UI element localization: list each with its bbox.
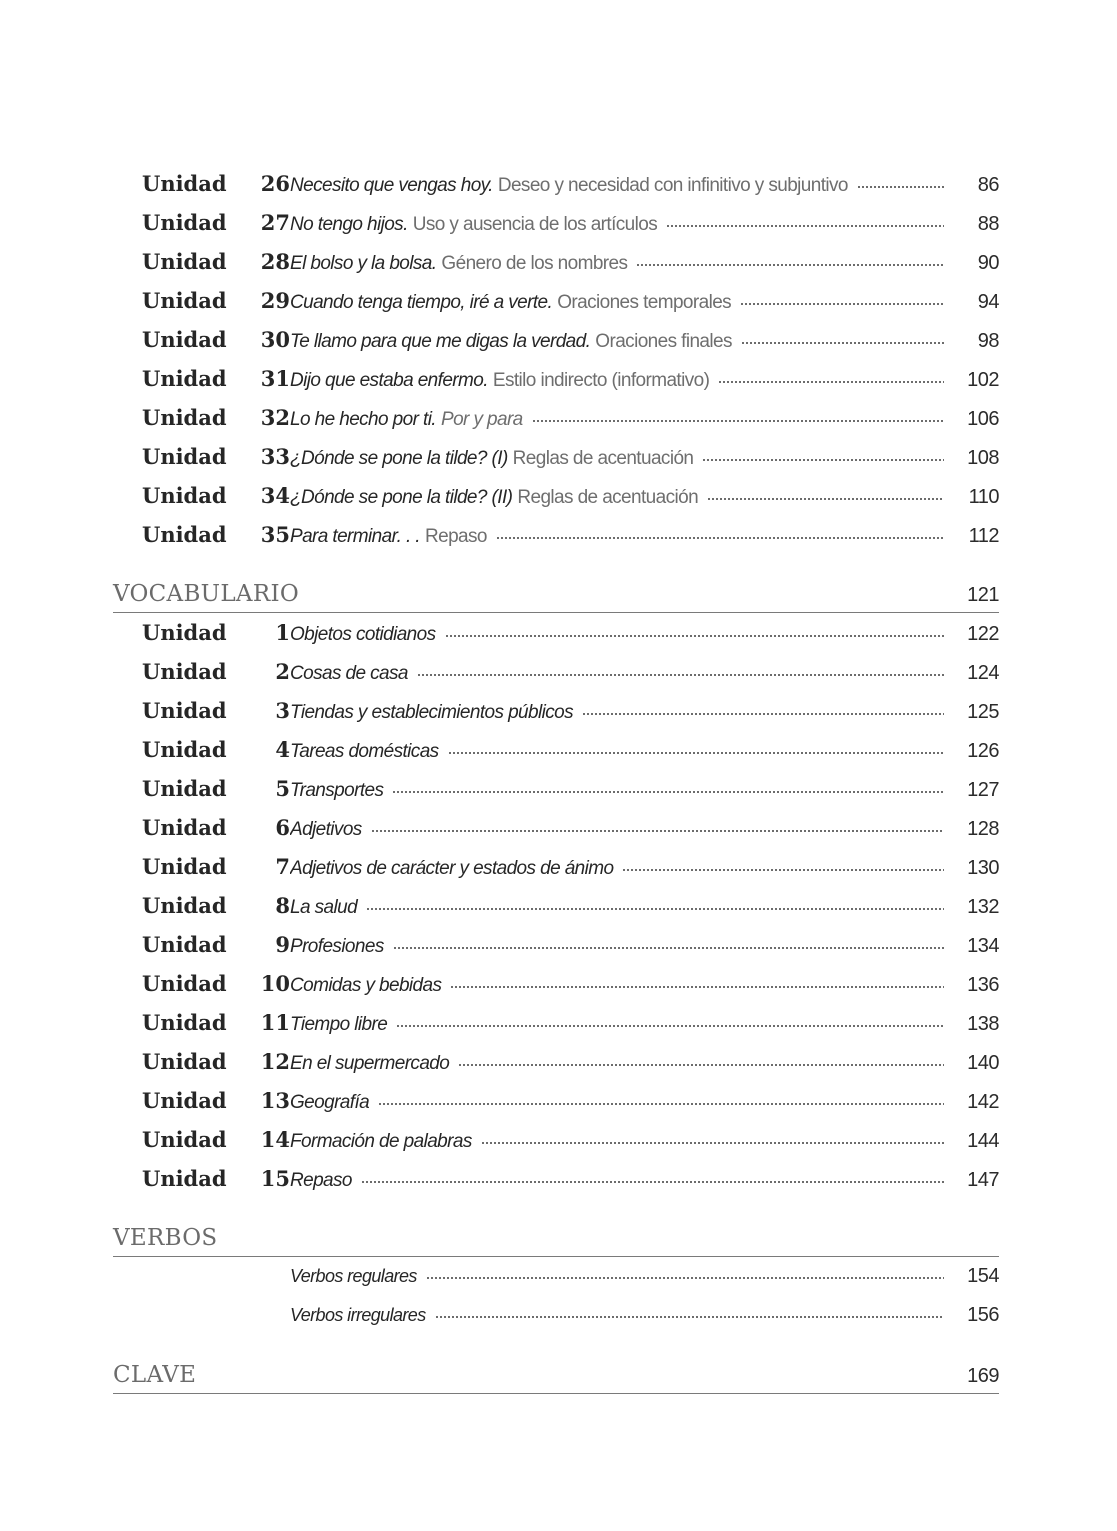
entry-text (290, 361, 951, 400)
unit-word: Unidad (142, 893, 227, 918)
unit-word: Unidad (142, 659, 227, 684)
dot-leader (740, 290, 944, 310)
page-number: 90 (977, 252, 999, 274)
dot-leader (532, 407, 944, 427)
entry-text (290, 888, 951, 927)
toc-row-vocabulary-unit[interactable] (113, 1003, 999, 1042)
unit-number: 30 (260, 327, 290, 352)
entry-text (290, 322, 951, 361)
toc-row-grammar-unit[interactable] (113, 281, 999, 320)
toc-row-vocabulary-unit[interactable] (113, 730, 999, 769)
dot-leader (445, 622, 944, 642)
page-number: 125 (967, 701, 999, 723)
dot-leader (448, 739, 944, 759)
unit-number: 32 (260, 405, 290, 430)
page-number: 142 (967, 1091, 999, 1113)
entry-title: El bolso y la bolsa. (290, 253, 437, 274)
entry-topic: Reglas de acentuación (517, 487, 699, 508)
unit-label (113, 886, 290, 925)
grammar-unit-list (113, 164, 999, 554)
dot-leader (636, 251, 944, 271)
unit-label (113, 1120, 290, 1159)
entry-title: No tengo hijos. (290, 214, 408, 235)
toc-row-vocabulary-unit[interactable] (113, 1042, 999, 1081)
toc-row-vocabulary-unit[interactable] (113, 1081, 999, 1120)
entry-topic: Repaso (424, 526, 487, 547)
entry-title: La salud (290, 897, 358, 918)
toc-row-vocabulary-unit[interactable] (113, 652, 999, 691)
dot-leader (857, 173, 944, 193)
entry-topic: Por y para (441, 409, 523, 430)
unit-number: 11 (260, 1010, 290, 1035)
entry-text (290, 732, 951, 771)
unit-word: Unidad (142, 620, 227, 645)
unit-label (113, 964, 290, 1003)
dot-leader (707, 485, 944, 505)
section-header-vocabulario (113, 572, 999, 613)
section-header-verbos (113, 1216, 999, 1257)
unit-word: Unidad (142, 1166, 227, 1191)
unit-word: Unidad (142, 1010, 227, 1035)
unit-label (113, 1042, 290, 1081)
unit-number: 35 (260, 522, 290, 547)
unit-number: 15 (260, 1166, 290, 1191)
entry-title: Lo he hecho por ti. (290, 409, 436, 430)
page-number: 140 (967, 1052, 999, 1074)
dot-leader (393, 934, 944, 954)
entry-text (290, 654, 951, 693)
unit-label (113, 1081, 290, 1120)
unit-number: 12 (260, 1049, 290, 1074)
toc-row-verbs[interactable] (113, 1257, 999, 1296)
unit-number: 3 (275, 698, 290, 723)
unit-number: 7 (275, 854, 290, 879)
entry-topic: Oraciones temporales (557, 292, 732, 313)
section-header-clave (113, 1353, 999, 1394)
section-page-number: 169 (967, 1365, 999, 1387)
vocabulary-unit-list (113, 613, 999, 1198)
table-of-contents (113, 164, 999, 1394)
entry-text (290, 400, 951, 439)
entry-title: En el supermercado (290, 1053, 450, 1074)
unit-word: Unidad (142, 776, 227, 801)
unit-label (113, 925, 290, 964)
entry-text (290, 615, 951, 654)
dot-leader (458, 1051, 944, 1071)
unit-word: Unidad (142, 405, 227, 430)
toc-row-vocabulary-unit[interactable] (113, 1120, 999, 1159)
entry-title: ¿Dónde se pone la tilde? (I) (290, 448, 508, 469)
unit-label (113, 691, 290, 730)
entry-text (290, 205, 951, 244)
unit-word: Unidad (142, 698, 227, 723)
unit-label (113, 769, 290, 808)
page-number: 147 (967, 1169, 999, 1191)
dot-leader (371, 817, 944, 837)
toc-row-grammar-unit[interactable] (113, 242, 999, 281)
verbs-entry-list (113, 1257, 999, 1335)
unit-number: 1 (275, 620, 290, 645)
dot-leader (361, 1168, 944, 1188)
dot-leader (496, 524, 944, 544)
page-number: 88 (977, 213, 999, 235)
toc-row-vocabulary-unit[interactable] (113, 769, 999, 808)
dot-leader (396, 1012, 944, 1032)
entry-title: Para terminar. . . (290, 526, 420, 547)
entry-title: Verbos regulares (290, 1266, 417, 1286)
unit-label (113, 437, 290, 476)
page-number: 128 (967, 818, 999, 840)
entry-text (290, 849, 951, 888)
unit-label (113, 1159, 290, 1198)
entry-text (290, 517, 951, 556)
unit-word: Unidad (142, 737, 227, 762)
entry-title: ¿Dónde se pone la tilde? (II) (290, 487, 513, 508)
unit-label (113, 203, 290, 242)
unit-word: Unidad (142, 327, 227, 352)
dot-leader (582, 700, 944, 720)
toc-row-grammar-unit[interactable] (113, 437, 999, 476)
unit-number: 8 (275, 893, 290, 918)
unit-number: 10 (260, 971, 290, 996)
unit-number: 5 (275, 776, 290, 801)
page-number: 94 (977, 291, 999, 313)
page-number: 138 (967, 1013, 999, 1035)
unit-number: 2 (275, 659, 290, 684)
toc-row-grammar-unit[interactable] (113, 203, 999, 242)
section-page-number: 121 (967, 584, 999, 606)
entry-text (290, 283, 951, 322)
unit-word: Unidad (142, 522, 227, 547)
unit-number: 14 (260, 1127, 290, 1152)
unit-word: Unidad (142, 1088, 227, 1113)
entry-topic: Género de los nombres (441, 253, 628, 274)
unit-number: 28 (260, 249, 290, 274)
unit-number: 9 (275, 932, 290, 957)
unit-label (113, 730, 290, 769)
unit-word: Unidad (142, 854, 227, 879)
unit-word: Unidad (142, 249, 227, 274)
entry-title: Transportes (290, 780, 384, 801)
toc-row-vocabulary-unit[interactable] (113, 925, 999, 964)
unit-number: 27 (260, 210, 290, 235)
unit-word: Unidad (142, 815, 227, 840)
page-number: 112 (968, 525, 999, 547)
unit-word: Unidad (142, 366, 227, 391)
page-number: 108 (967, 447, 999, 469)
unit-word: Unidad (142, 1127, 227, 1152)
entry-text (290, 810, 951, 849)
page-number: 132 (967, 896, 999, 918)
page-number: 86 (977, 174, 999, 196)
unit-label (113, 281, 290, 320)
entry-topic: Deseo y necesidad con infinitivo y subjuntivo (497, 175, 848, 196)
entry-title: Tiendas y establecimientos públicos (290, 702, 573, 723)
entry-text (290, 1296, 951, 1335)
unit-word: Unidad (142, 1049, 227, 1074)
toc-row-grammar-unit[interactable] (113, 359, 999, 398)
toc-row-vocabulary-unit[interactable] (113, 964, 999, 1003)
unit-word: Unidad (142, 932, 227, 957)
toc-row-grammar-unit[interactable] (113, 164, 999, 203)
unit-word: Unidad (142, 171, 227, 196)
page-number: 130 (967, 857, 999, 879)
page-number: 124 (967, 662, 999, 684)
dot-leader (435, 1303, 944, 1323)
dot-leader (702, 446, 944, 466)
page-number: 110 (968, 486, 999, 508)
page-number: 127 (967, 779, 999, 801)
dot-leader (426, 1264, 944, 1284)
page-number: 126 (967, 740, 999, 762)
entry-topic: Oraciones finales (595, 331, 732, 352)
page-number: 144 (967, 1130, 999, 1152)
toc-row-grammar-unit[interactable] (113, 515, 999, 554)
entry-text (290, 1161, 951, 1200)
unit-label (113, 242, 290, 281)
entry-title: Tareas domésticas (290, 741, 439, 762)
entry-text (290, 244, 951, 283)
dot-leader (481, 1129, 944, 1149)
unit-label (113, 359, 290, 398)
entry-text (290, 1122, 951, 1161)
entry-text (290, 1257, 951, 1296)
dot-leader (450, 973, 944, 993)
entry-text (290, 966, 951, 1005)
entry-title: Comidas y bebidas (290, 975, 442, 996)
entry-title: Adjetivos de carácter y estados de ánimo (290, 858, 614, 879)
unit-number: 34 (260, 483, 290, 508)
unit-label (113, 476, 290, 515)
toc-row-grammar-unit[interactable] (113, 398, 999, 437)
entry-title: Dijo que estaba enfermo. (290, 370, 488, 391)
toc-row-vocabulary-unit[interactable] (113, 808, 999, 847)
toc-row-vocabulary-unit[interactable] (113, 847, 999, 886)
unit-word: Unidad (142, 288, 227, 313)
page-number: 156 (967, 1304, 999, 1326)
unit-label (113, 320, 290, 359)
unit-label (113, 808, 290, 847)
unit-number: 31 (260, 366, 290, 391)
entry-text (290, 927, 951, 966)
entry-text (290, 439, 951, 478)
entry-title: Cosas de casa (290, 663, 408, 684)
section-title: VOCABULARIO (113, 581, 299, 607)
entry-text (290, 771, 951, 810)
toc-row-vocabulary-unit[interactable] (113, 613, 999, 652)
page-number: 136 (967, 974, 999, 996)
dot-leader (741, 329, 944, 349)
entry-title: Te llamo para que me digas la verdad. (290, 331, 591, 352)
unit-word: Unidad (142, 483, 227, 508)
dot-leader (622, 856, 944, 876)
entry-text (290, 693, 951, 732)
entry-title: Necesito que vengas hoy. (290, 175, 493, 196)
unit-number: 29 (260, 288, 290, 313)
dot-leader (378, 1090, 944, 1110)
unit-word: Unidad (142, 971, 227, 996)
entry-topic: Uso y ausencia de los artículos (412, 214, 658, 235)
page-number: 98 (977, 330, 999, 352)
unit-label (113, 398, 290, 437)
entry-text (290, 1044, 951, 1083)
unit-label (113, 652, 290, 691)
unit-label (113, 847, 290, 886)
entry-title: Verbos irregulares (290, 1305, 426, 1325)
entry-title: Profesiones (290, 936, 384, 957)
entry-topic: Estilo indirecto (informativo) (492, 370, 710, 391)
unit-number: 26 (260, 171, 290, 196)
entry-title: Repaso (290, 1170, 352, 1191)
page-number: 154 (967, 1265, 999, 1287)
dot-leader (417, 661, 944, 681)
unit-number: 6 (275, 815, 290, 840)
entry-title: Formación de palabras (290, 1131, 472, 1152)
unit-word: Unidad (142, 444, 227, 469)
entry-title: Geografía (290, 1092, 370, 1113)
page-number: 122 (967, 623, 999, 645)
unit-number: 13 (260, 1088, 290, 1113)
entry-text (290, 1083, 951, 1122)
page-number: 106 (967, 408, 999, 430)
page-number: 134 (967, 935, 999, 957)
unit-word: Unidad (142, 210, 227, 235)
entry-title: Adjetivos (290, 819, 362, 840)
unit-label (113, 613, 290, 652)
unit-label (113, 515, 290, 554)
unit-label (113, 1003, 290, 1042)
dot-leader (366, 895, 944, 915)
dot-leader (718, 368, 944, 388)
dot-leader (392, 778, 944, 798)
entry-topic: Reglas de acentuación (512, 448, 694, 469)
entry-title: Objetos cotidianos (290, 624, 436, 645)
section-title: VERBOS (113, 1225, 218, 1251)
section-title: CLAVE (113, 1362, 197, 1388)
toc-row-grammar-unit[interactable] (113, 476, 999, 515)
entry-text (290, 166, 951, 205)
toc-row-vocabulary-unit[interactable] (113, 691, 999, 730)
toc-row-vocabulary-unit[interactable] (113, 886, 999, 925)
unit-number: 4 (275, 737, 290, 762)
toc-row-vocabulary-unit[interactable] (113, 1159, 999, 1198)
page-number: 102 (967, 369, 999, 391)
toc-row-grammar-unit[interactable] (113, 320, 999, 359)
entry-title: Cuando tenga tiempo, iré a verte. (290, 292, 553, 313)
entry-text (290, 478, 951, 517)
entry-text (290, 1005, 951, 1044)
unit-number: 33 (260, 444, 290, 469)
unit-label (113, 164, 290, 203)
dot-leader (666, 212, 944, 232)
toc-row-verbs[interactable] (113, 1296, 999, 1335)
entry-title: Tiempo libre (290, 1014, 388, 1035)
